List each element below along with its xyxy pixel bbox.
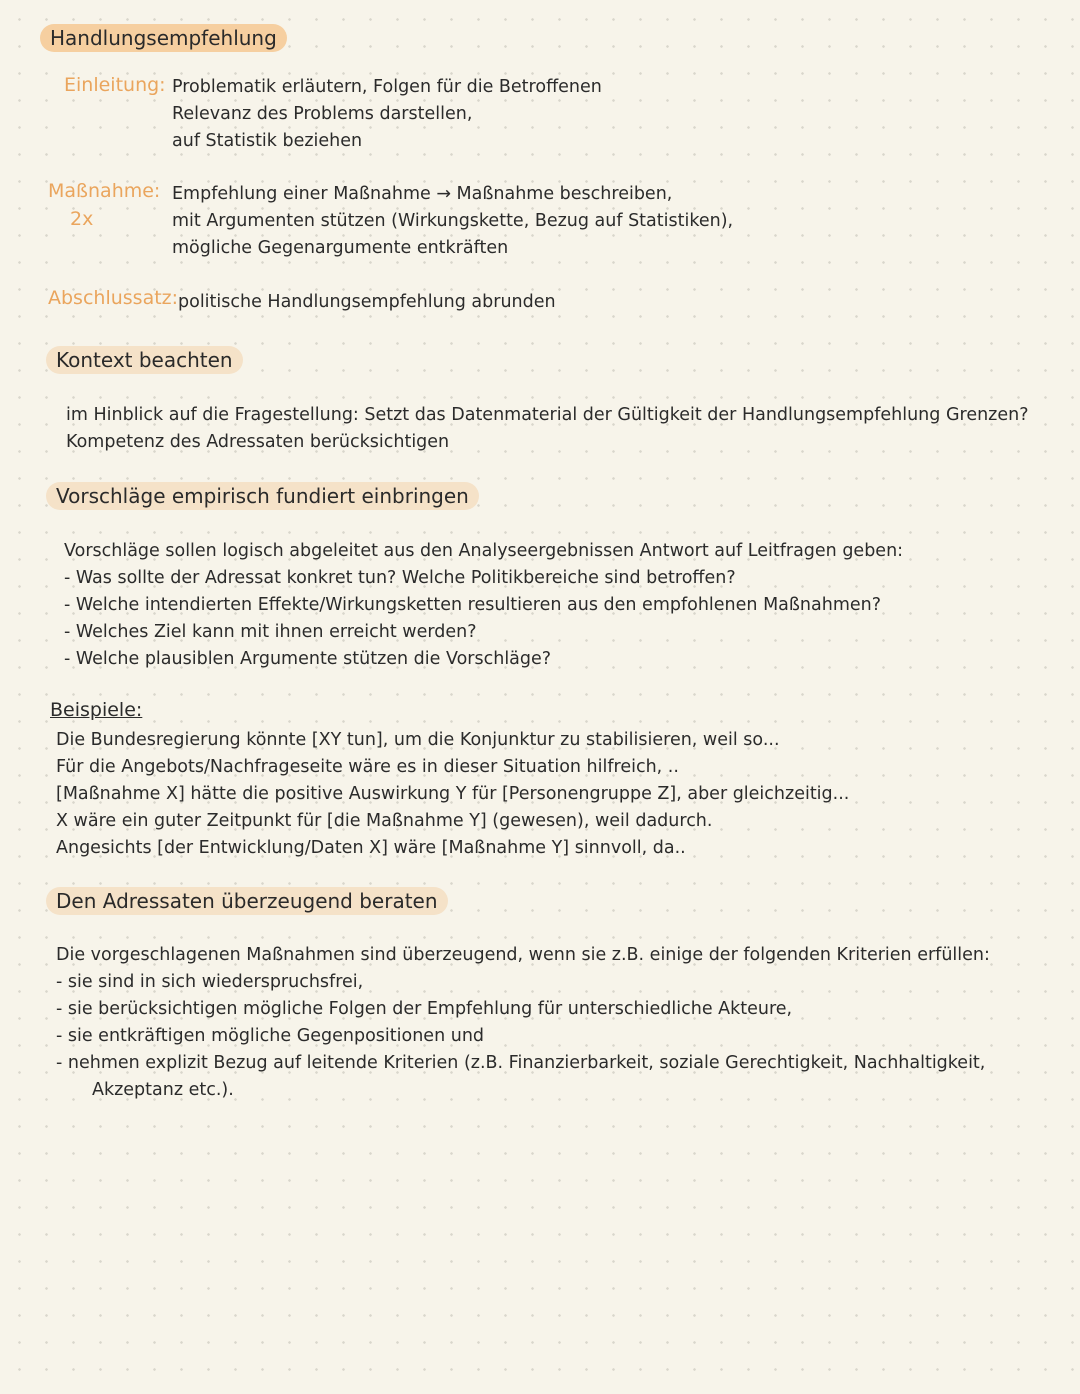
vorschlaege-intro: Vorschläge sollen logisch abgeleitet aus den Analyseergebnissen Antwort auf Leitfragen geben: <box>64 541 904 561</box>
massnahme-line: mit Argumenten stützen (Wirkungskette, Bezug auf Statistiken), <box>172 211 734 231</box>
heading-beraten: Den Adressaten überzeugend beraten <box>46 887 448 915</box>
kontext-text <box>66 402 1029 456</box>
vorschlaege-question: - Welches Ziel kann mit ihnen erreicht werden? <box>64 622 477 642</box>
massnahme-count: 2x <box>70 208 94 230</box>
beraten-text <box>56 942 990 1104</box>
vorschlaege-question: - Welche plausiblen Argumente stützen die Vorschläge? <box>64 649 552 669</box>
einleitung-line: auf Statistik beziehen <box>172 131 363 151</box>
heading-beispiele: Beispiele: <box>50 699 143 721</box>
beraten-criterion: - sie sind in sich wiederspruchsfrei, <box>56 972 364 992</box>
einleitung-text <box>172 74 602 155</box>
kontext-line: im Hinblick auf die Fragestellung: Setzt das Datenmaterial der Gültigkeit der Handlungsempfehlung Grenzen? <box>66 405 1029 425</box>
beraten-criterion: - sie berücksichtigen mögliche Folgen der Empfehlung für unterschiedliche Akteure, <box>56 999 793 1019</box>
beraten-criterion: - sie entkräftigen mögliche Gegenpositionen und <box>56 1026 485 1046</box>
heading-kontext: Kontext beachten <box>46 346 243 374</box>
heading-vorschlaege: Vorschläge empirisch fundiert einbringen <box>46 482 479 510</box>
massnahme-line: mögliche Gegenargumente entkräften <box>172 238 509 258</box>
beispiele-text <box>56 727 849 862</box>
beispiel-line: Für die Angebots/Nachfrageseite wäre es in dieser Situation hilfreich, .. <box>56 757 679 777</box>
vorschlaege-question: - Welche intendierten Effekte/Wirkungsketten resultieren aus den empfohlenen Maßnahmen? <box>64 595 882 615</box>
beraten-criterion: - nehmen explizit Bezug auf leitende Kriterien (z.B. Finanzierbarkeit, soziale Gerechtigkeit, Nachhaltigkeit, <box>56 1053 986 1073</box>
einleitung-line: Relevanz des Problems darstellen, <box>172 104 473 124</box>
beispiel-line: X wäre ein guter Zeitpunkt für [die Maßnahme Y] (gewesen), weil dadurch. <box>56 811 713 831</box>
massnahme-line: Empfehlung einer Maßnahme → Maßnahme beschreiben, <box>172 184 673 204</box>
beraten-intro: Die vorgeschlagenen Maßnahmen sind überzeugend, wenn sie z.B. einige der folgenden Kriterien erfüllen: <box>56 945 990 965</box>
vorschlaege-question: - Was sollte der Adressat konkret tun? Welche Politikbereiche sind betroffen? <box>64 568 736 588</box>
massnahme-text <box>172 181 733 262</box>
label-massnahme: Maßnahme: <box>48 180 161 202</box>
beispiel-line: [Maßnahme X] hätte die positive Auswirkung Y für [Personengruppe Z], aber gleichzeitig... <box>56 784 850 804</box>
beispiel-line: Angesichts [der Entwicklung/Daten X] wäre [Maßnahme Y] sinnvoll, da.. <box>56 838 686 858</box>
abschlusssatz-text: politische Handlungsempfehlung abrunden <box>178 292 556 312</box>
vorschlaege-text <box>64 538 903 673</box>
heading-handlungsempfehlung: Handlungsempfehlung <box>40 24 287 52</box>
beispiel-line: Die Bundesregierung könnte [XY tun], um die Konjunktur zu stabilisieren, weil so... <box>56 730 780 750</box>
label-einleitung: Einleitung: <box>64 74 166 96</box>
einleitung-line: Problematik erläutern, Folgen für die Betroffenen <box>172 77 602 97</box>
label-abschlusssatz: Abschlussatz: <box>48 287 179 309</box>
beraten-continuation: Akzeptanz etc.). <box>92 1080 234 1100</box>
kontext-line: Kompetenz des Adressaten berücksichtigen <box>66 432 450 452</box>
